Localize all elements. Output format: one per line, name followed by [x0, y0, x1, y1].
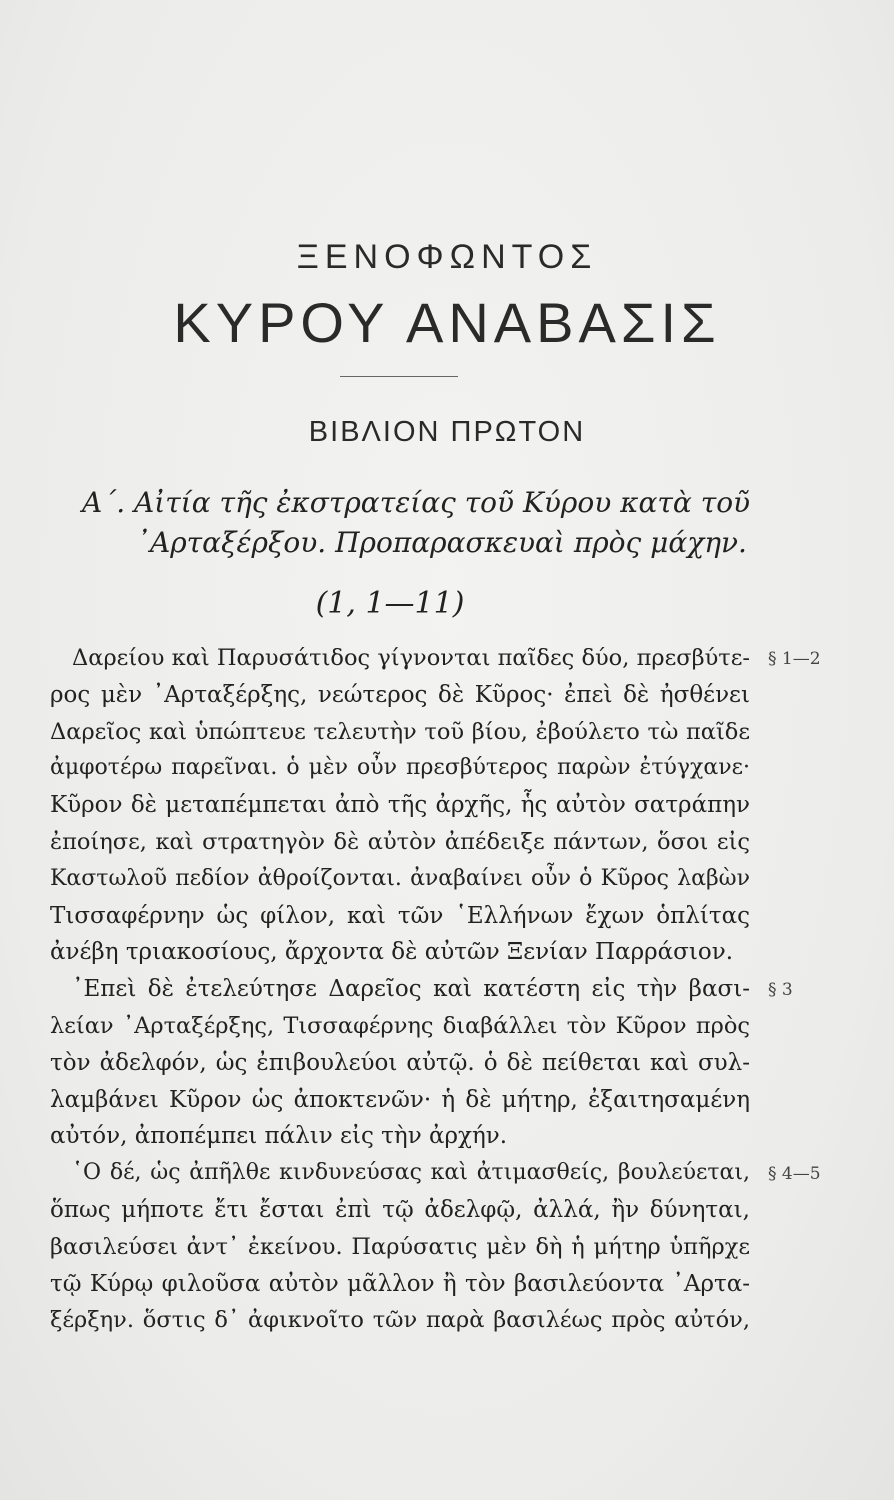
text-line-content: ἀνέβη τριακοσίους, ἄρχοντα δὲ αὐτῶν Ξενίαν Παρράσιον.	[50, 939, 734, 966]
text-line-content: τὸν ἀδελφόν, ὡς ἐπιβουλεύοι αὐτῷ. ὁ δὲ πείθεται καὶ συλ-	[50, 1049, 750, 1076]
text-line	[50, 682, 750, 719]
text-line	[50, 1160, 821, 1197]
text-line	[50, 1013, 750, 1050]
text-line-content: τῷ Κύρῳ φιλοῦσα αὐτὸν μᾶλλον ἢ τὸν βασιλεύοντα ᾿Αρτα-	[50, 1270, 750, 1297]
text-line	[50, 976, 793, 1013]
chapter-heading	[82, 483, 802, 563]
text-line	[50, 903, 750, 940]
margin-section-note: § 3	[768, 980, 793, 1001]
text-line	[50, 1197, 750, 1234]
text-line-content: Δαρείου καὶ Παρυσάτιδος γίγνονται παῖδες δύο, πρεσβύτε-	[72, 645, 750, 671]
text-line	[50, 1087, 750, 1124]
chapter-heading-line-1: Α΄. Αἰτία τῆς ἐκστρατείας τοῦ Κύρου κατὰ τοῦ	[82, 486, 751, 519]
text-line-content: ᾿Επεὶ δὲ ἐτελεύτησε Δαρεῖος καὶ κατέστη εἰς τὴν βασι-	[72, 976, 750, 1003]
text-line-content: ὅπως μήποτε ἔτι ἔσται ἐπὶ τῷ ἀδελφῷ, ἀλλά, ἢν δύνηται,	[50, 1196, 750, 1223]
chapter-heading-line-2: ᾿Αρταξέρξου. Προπαρασκευαὶ πρὸς μάχην.	[136, 526, 747, 559]
text-line-content: Δαρεῖος καὶ ὑπώπτευε τελευτὴν τοῦ βίου, ἐβούλετο τὼ παῖδε	[50, 718, 750, 745]
book-title: ΚΥΡΟΥ ΑΝΑΒΑΣΙΣ	[173, 291, 721, 354]
text-line-content: ῾Ο δέ, ὡς ἀπῆλθε κινδυνεύσας καὶ ἀτιμασθείς, βουλεύεται,	[72, 1160, 750, 1186]
margin-section-note: § 1—2	[768, 649, 821, 669]
margin-section-note: § 4—5	[768, 1164, 821, 1185]
book-number-heading: ΒΙΒΛΙΟΝ ΠΡΩΤΟΝ	[308, 416, 586, 448]
text-line	[50, 792, 750, 829]
text-line-content: αὐτόν, ἀποπέμπει πάλιν εἰς τὴν ἀρχήν.	[50, 1123, 508, 1150]
text-line	[50, 939, 750, 976]
author-heading: ΞΕΝΟΦΩΝΤΟΣ	[296, 238, 598, 276]
text-line	[50, 719, 750, 756]
text-line-content: ἀμφοτέρω παρεῖναι. ὁ μὲν οὖν πρεσβύτερος παρὼν ἐτύγχανε·	[50, 755, 750, 781]
text-line	[50, 1271, 750, 1308]
text-line-content: Τισσαφέρνην ὡς φίλον, καὶ τῶν ῾Ελλήνων ἔχων ὁπλίτας	[50, 902, 750, 929]
text-line-content: ἐποίησε, καὶ στρατηγὸν δὲ αὐτὸν ἀπέδειξε πάντων, ὅσοι εἰς	[50, 828, 750, 855]
text-line-content: λείαν ᾿Αρταξέρξης, Τισσαφέρνης διαβάλλει τὸν Κῦρον πρὸς	[50, 1012, 750, 1039]
title-divider	[340, 376, 458, 377]
text-line	[50, 1307, 750, 1344]
text-line	[50, 1123, 750, 1160]
text-line-content: Κῦρον δὲ μεταπέμπεται ἀπὸ τῆς ἀρχῆς, ἧς αὐτὸν σατράπην	[50, 792, 750, 819]
section-range: (1, 1—11)	[315, 586, 465, 621]
text-line-content: ξέρξην. ὅστις δ᾿ ἀφικνοῖτο τῶν παρὰ βασιλέως πρὸς αὐτόν,	[50, 1307, 750, 1334]
text-line	[50, 829, 750, 866]
text-line-content: Καστωλοῦ πεδίον ἀθροίζονται. ἀναβαίνει οὖν ὁ Κῦρος λαβὼν	[50, 865, 750, 891]
text-line	[50, 1050, 750, 1087]
text-body	[50, 645, 821, 1344]
text-line	[50, 755, 750, 792]
text-line	[50, 1234, 750, 1271]
text-line	[50, 866, 750, 903]
text-line	[50, 645, 821, 682]
text-line-content: ρος μὲν ᾿Αρταξέρξης, νεώτερος δὲ Κῦρος· ἐπεὶ δὲ ἠσθένει	[50, 681, 750, 708]
text-line-content: βασιλεύσει ἀντ᾿ ἐκείνου. Παρύσατις μὲν δὴ ἡ μήτηρ ὑπῆρχε	[50, 1233, 750, 1260]
text-line-content: λαμβάνει Κῦρον ὡς ἀποκτενῶν· ἡ δὲ μήτηρ, ἐξαιτησαμένη	[50, 1086, 750, 1113]
